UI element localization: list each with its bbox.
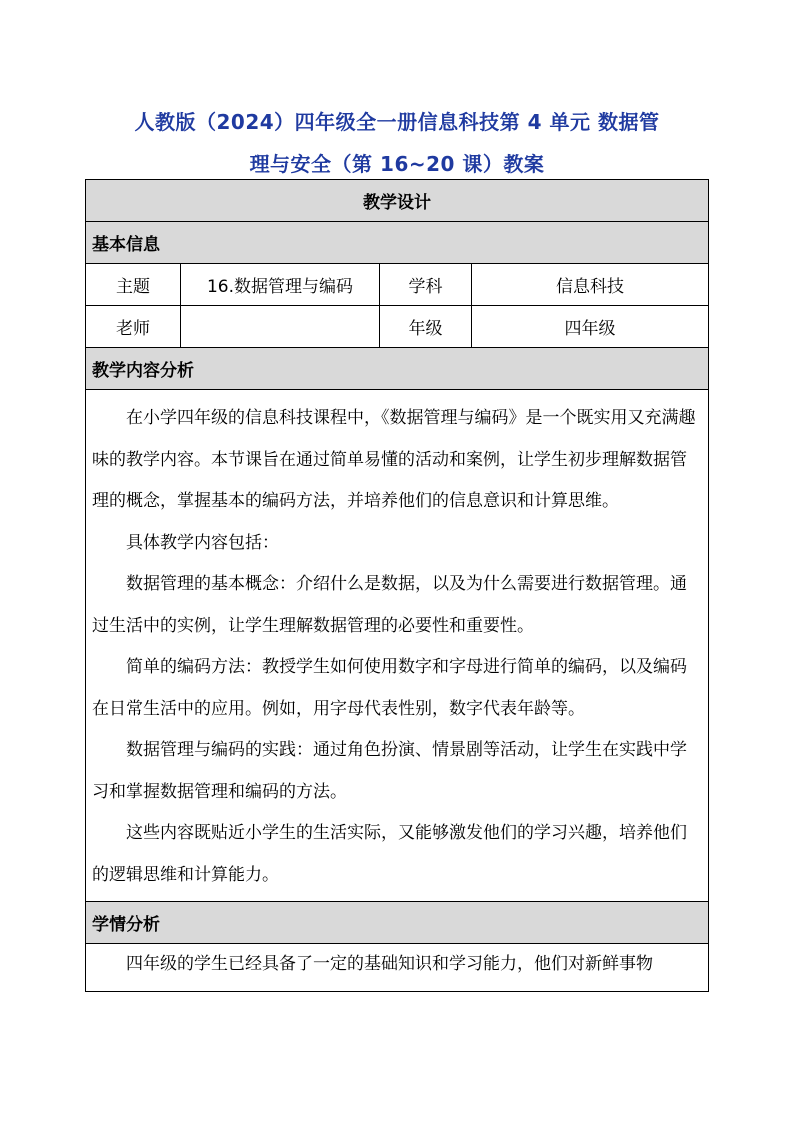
subject-label: 学科	[380, 264, 472, 306]
teaching-design-header: 教学设计	[86, 180, 709, 222]
content-paragraph: 数据管理与编码的实践：通过角色扮演、情景剧等活动，让学生在实践中学习和掌握数据管理和编码的方法。	[92, 740, 687, 802]
info-row-teacher	[86, 306, 709, 348]
info-row-topic	[86, 264, 709, 306]
lesson-plan-table	[85, 179, 709, 992]
content-paragraph: 数据管理的基本概念：介绍什么是数据，以及为什么需要进行数据管理。通过生活中的实例，让学生理解数据管理的必要性和重要性。	[92, 574, 687, 636]
subject-value: 信息科技	[472, 264, 709, 306]
grade-label: 年级	[380, 306, 472, 348]
document-title-line-1: 人教版（2024）四年级全一册信息科技第 4 单元 数据管	[134, 110, 660, 134]
teacher-value	[181, 306, 380, 348]
content-analysis-body	[86, 390, 709, 902]
content-analysis-header: 教学内容分析	[86, 348, 709, 390]
content-paragraph: 在小学四年级的信息科技课程中，《数据管理与编码》是一个既实用又充满趣味的教学内容。本节课旨在通过简单易懂的活动和案例，让学生初步理解数据管理的概念，掌握基本的编码方法，并培养他们的信息意识和计算思维。	[92, 408, 696, 511]
basic-info-header: 基本信息	[86, 222, 709, 264]
content-paragraph: 这些内容既贴近小学生的生活实际，又能够激发他们的学习兴趣，培养他们的逻辑思维和计算能力。	[92, 823, 687, 885]
content-paragraph: 具体教学内容包括：	[126, 532, 279, 553]
document-title-line-2: 理与安全（第 16~20 课）教案	[249, 152, 545, 176]
learner-analysis-body	[86, 944, 709, 992]
grade-value: 四年级	[472, 306, 709, 348]
learner-analysis-header: 学情分析	[86, 902, 709, 944]
content-paragraph: 简单的编码方法：教授学生如何使用数字和字母进行简单的编码，以及编码在日常生活中的应用。例如，用字母代表性别，数字代表年龄等。	[92, 657, 687, 719]
teacher-label: 老师	[86, 306, 181, 348]
topic-value: 16.数据管理与编码	[181, 264, 380, 306]
learner-paragraph: 四年级的学生已经具备了一定的基础知识和学习能力，他们对新鲜事物	[126, 954, 653, 974]
topic-label: 主题	[86, 264, 181, 306]
